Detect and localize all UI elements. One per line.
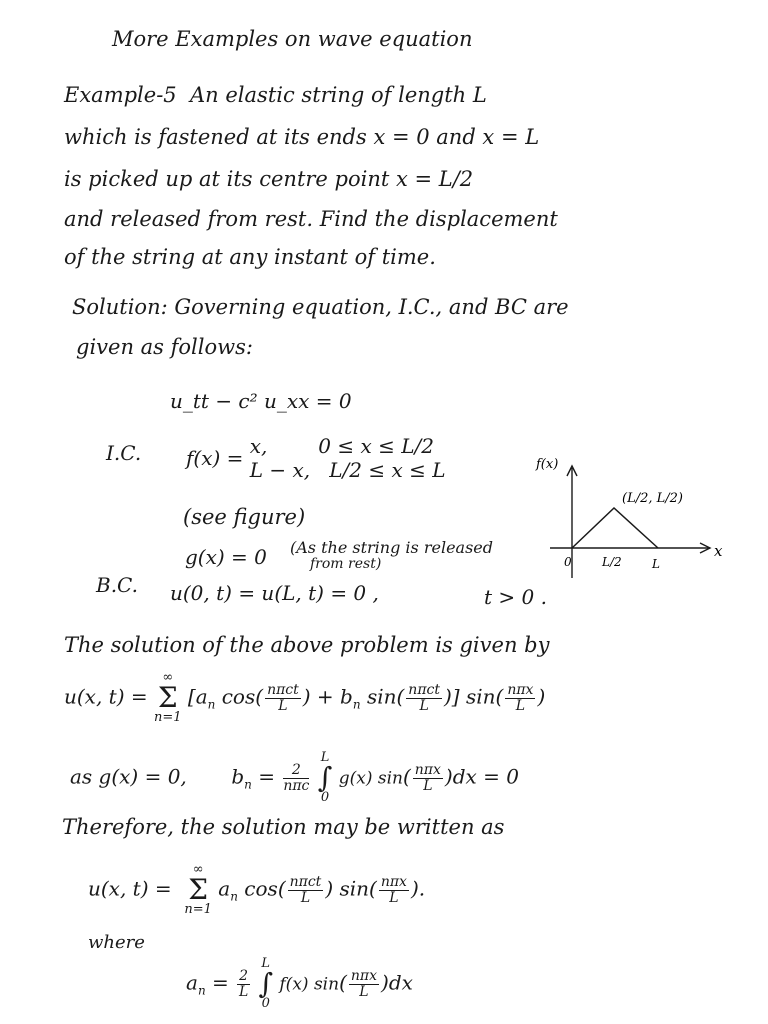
frac-nct-3: $\frac{\text{nπct}}{L}$	[289, 873, 322, 906]
x-axis-label: x	[714, 542, 723, 560]
an-sub: n	[197, 983, 206, 998]
solution-line-1	[72, 294, 569, 320]
f-cases	[250, 434, 446, 482]
series2-a-sub: n	[230, 889, 238, 904]
frac-nct-2: $\frac{\text{nπct}}{L}$	[408, 681, 440, 714]
series-close: ] sin	[451, 684, 496, 709]
an-frac: $\frac{2}{L}$	[238, 967, 249, 1000]
example-line-2: which is fastened at its ends x = 0 and x = L	[64, 125, 540, 149]
solution-intro-1: Governing equation, I.C., and BC are	[174, 295, 569, 319]
peak-label: (L/2, L/2)	[622, 491, 683, 506]
bn-frac: $\frac{2}{\text{nπc}}$	[283, 761, 310, 794]
an-eq: =	[212, 970, 229, 995]
sum-symbol-2: ∞ Σ n=1	[184, 862, 212, 917]
f-case-1: x, 0 ≤ x ≤ L/2	[249, 434, 434, 458]
series-b-sub: n	[352, 697, 361, 712]
an-integrand: f(x) sin	[279, 974, 340, 995]
bn-integral: L ∫ 0	[317, 750, 333, 805]
series2-cos: cos	[244, 876, 278, 901]
origin-label: 0	[564, 555, 572, 569]
reduced-series: u(x, t) = ∞ Σ n=1 $a_n$ cos( $\frac{\text{nπct}}{L}$ ) sin( $\frac{\text{nπx}}{L}$ ).	[88, 862, 426, 917]
y-axis-label: f(x)	[536, 457, 559, 472]
f-of-x-figure	[530, 448, 755, 588]
int-bottom: 0	[320, 790, 330, 805]
series2-lhs: u(x, t) =	[88, 876, 172, 901]
therefore-sentence: Therefore, the solution may be written as	[62, 815, 505, 839]
series-plus-b: + b	[316, 684, 353, 709]
an-equation: $a_n$ = $\frac{2}{L}$ L ∫ 0 f(x) sin( $\frac{\text{nπx}}{L}$ )dx	[186, 956, 413, 1011]
frac-nct-1: $\frac{\text{nπct}}{L}$	[267, 681, 299, 714]
series2-period: .	[418, 876, 426, 901]
an-tail: dx	[388, 970, 413, 995]
triangle-profile	[572, 508, 658, 548]
sum-top: ∞	[162, 670, 174, 685]
series-sin: sin	[366, 684, 397, 709]
example-line-5: of the string at any instant of time.	[64, 245, 436, 269]
bn-eq: =	[258, 764, 275, 789]
int-top: L	[320, 750, 330, 765]
sum-symbol: ∞ Σ n=1	[154, 670, 182, 725]
piecewise-f	[186, 434, 445, 482]
governing-equation: u_tt − c² u_xx = 0	[170, 389, 352, 413]
series-lhs: u(x, t) =	[64, 684, 148, 709]
an-lhs: a	[186, 970, 198, 995]
bn-sub: n	[244, 777, 252, 792]
g-note-1: (As the string is released	[290, 538, 493, 557]
series2-sin: sin	[339, 876, 370, 901]
example-label: Example-5	[64, 83, 177, 107]
bc-equation: u(0, t) = u(L, t) = 0 ,	[170, 581, 379, 605]
where-label: where	[88, 932, 145, 953]
f-lhs: f(x) =	[186, 446, 244, 470]
bn-equation: as g(x) = 0, $b_n$ = $\frac{2}{\text{nπc}}$ L ∫ 0 g(x) sin( $\frac{\text{nπx}}{L}$ )dx = 0	[70, 750, 519, 805]
general-series: u(x, t) = ∞ Σ n=1 [$a_n$ cos( $\frac{\text{nπct}}{L}$ ) + $b_n$ sin( $\frac{\text{nπct}}{L}$ )] sin( $\frac{\text{nπx}}{L}$ )	[64, 670, 546, 725]
as-g-zero: as g(x) = 0,	[70, 764, 187, 789]
frac-nx-1: $\frac{\text{nπx}}{L}$	[507, 681, 534, 714]
solution-label: Solution:	[72, 295, 168, 319]
end-tick-label: L	[652, 557, 660, 571]
an-integral: L ∫ 0	[258, 956, 274, 1011]
bn-tail: dx = 0	[452, 764, 519, 789]
bn-integrand: g(x) sin	[338, 768, 403, 789]
example-line-1	[64, 82, 487, 108]
series-term-a: [a	[187, 684, 208, 709]
f-case-2: L − x, L/2 ≤ x ≤ L	[249, 458, 446, 482]
example-text-1: An elastic string of length L	[190, 83, 487, 107]
bn-lhs: b	[231, 764, 245, 789]
sum-bottom: n=1	[154, 710, 182, 725]
example-line-4: and released from rest. Find the displacement	[64, 207, 558, 231]
series-cos: cos	[221, 684, 256, 709]
solution-sentence: The solution of the above problem is given by	[64, 633, 550, 657]
mid-tick-label: L/2	[602, 555, 622, 569]
example-line-3: is picked up at its centre point x = L/2	[64, 167, 474, 191]
series-a-sub: n	[207, 697, 216, 712]
solution-line-2: given as follows:	[76, 335, 253, 359]
ic-label: I.C.	[106, 441, 142, 465]
g-note-2: from rest)	[310, 556, 382, 572]
series2-a: a	[218, 876, 231, 901]
frac-nx-2: $\frac{\text{nπx}}{L}$	[414, 761, 441, 794]
frac-nx-4: $\frac{\text{nπx}}{L}$	[350, 967, 377, 1000]
g-equation: g(x) = 0	[185, 545, 267, 569]
bc-condition: t > 0 .	[484, 585, 547, 609]
see-figure-note: (see figure)	[183, 505, 306, 529]
page-title: More Examples on wave equation	[112, 27, 473, 51]
bc-label: B.C.	[96, 573, 139, 597]
frac-nx-3: $\frac{\text{nπx}}{L}$	[380, 873, 407, 906]
